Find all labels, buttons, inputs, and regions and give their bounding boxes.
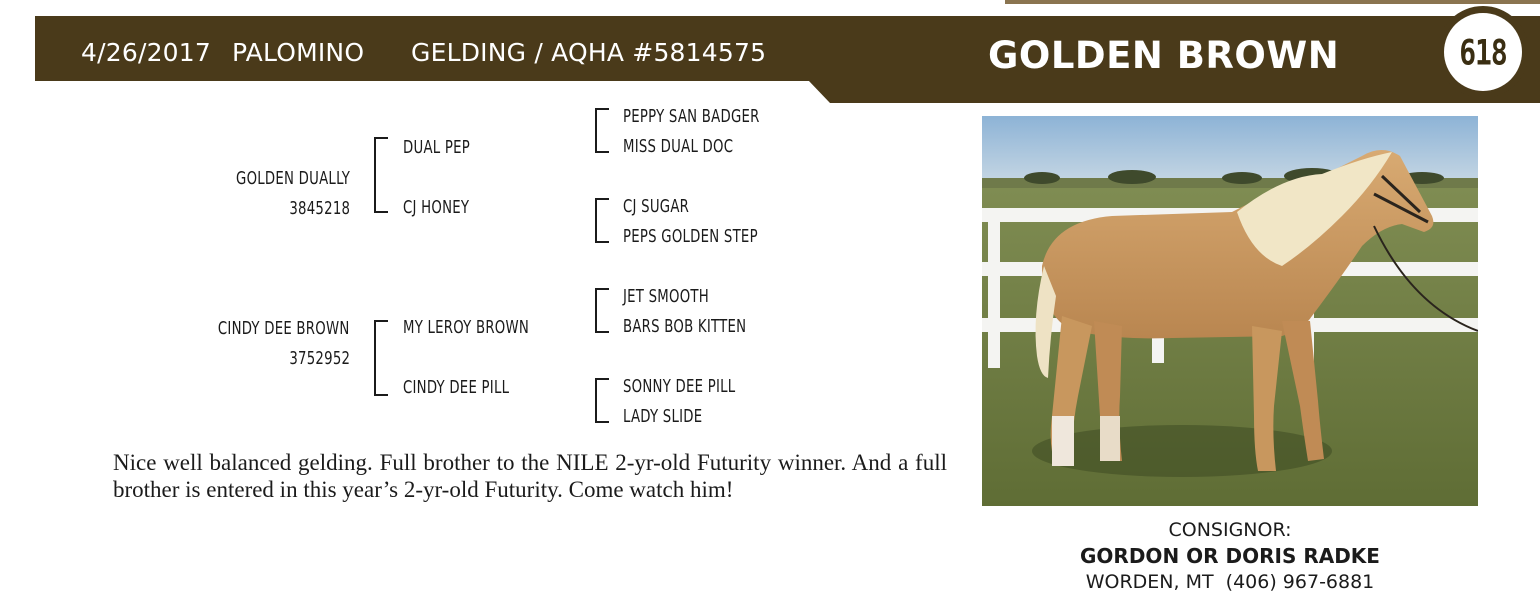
sire-name: GOLDEN DUALLY bbox=[235, 168, 350, 189]
dam-sire-dam-name: BARS BOB KITTEN bbox=[623, 316, 747, 337]
sex-registration: GELDING / AQHA #5814575 bbox=[411, 38, 767, 67]
lot-badge bbox=[1437, 6, 1529, 98]
top-accent-strip bbox=[1005, 0, 1540, 4]
horse-photo bbox=[982, 116, 1478, 506]
sire-sire-dam-name: MISS DUAL DOC bbox=[623, 136, 734, 157]
consignor-label: CONSIGNOR: bbox=[1168, 519, 1292, 541]
dam-dam-bracket bbox=[595, 378, 609, 423]
horse-color: PALOMINO bbox=[232, 38, 365, 67]
dam-dam-name: CINDY DEE PILL bbox=[403, 377, 510, 398]
horse-description: Nice well balanced gelding. Full brother to the NILE 2-yr-old Futurity winner. And a full brother is entered in this year’s 2-yr-old Futurity. Come watch him! bbox=[113, 450, 947, 502]
dam-dam-sire-name: SONNY DEE PILL bbox=[623, 376, 736, 397]
sire-bracket bbox=[374, 137, 388, 213]
dam-name: CINDY DEE BROWN bbox=[218, 318, 350, 339]
dam-sire-sire-name: JET SMOOTH bbox=[623, 286, 709, 307]
horse-name: GOLDEN BROWN bbox=[988, 34, 1340, 77]
dam-sire-name: MY LEROY BROWN bbox=[403, 317, 530, 338]
sire-sire-bracket bbox=[595, 108, 609, 153]
foal-date: 4/26/2017 bbox=[81, 38, 211, 67]
sire-dam-name: CJ HONEY bbox=[403, 197, 470, 218]
dam-reg: 3752952 bbox=[289, 348, 350, 369]
lot-number: 618 bbox=[1459, 31, 1507, 73]
dam-sire-bracket bbox=[595, 288, 609, 333]
lot-badge-inner bbox=[1444, 13, 1522, 91]
consignor-location-phone: WORDEN, MT (406) 967-6881 bbox=[1085, 571, 1375, 593]
sire-sire-sire-name: PEPPY SAN BADGER bbox=[623, 106, 760, 127]
sire-reg: 3845218 bbox=[289, 198, 350, 219]
header-band-extension bbox=[808, 80, 1540, 103]
sire-dam-dam-name: PEPS GOLDEN STEP bbox=[623, 226, 758, 247]
consignor-name: GORDON OR DORIS RADKE bbox=[1080, 544, 1380, 568]
sire-sire-name: DUAL PEP bbox=[403, 137, 471, 158]
dam-bracket bbox=[374, 320, 388, 396]
dam-dam-dam-name: LADY SLIDE bbox=[623, 406, 703, 427]
sire-dam-sire-name: CJ SUGAR bbox=[623, 196, 690, 217]
sire-dam-bracket bbox=[595, 198, 609, 243]
